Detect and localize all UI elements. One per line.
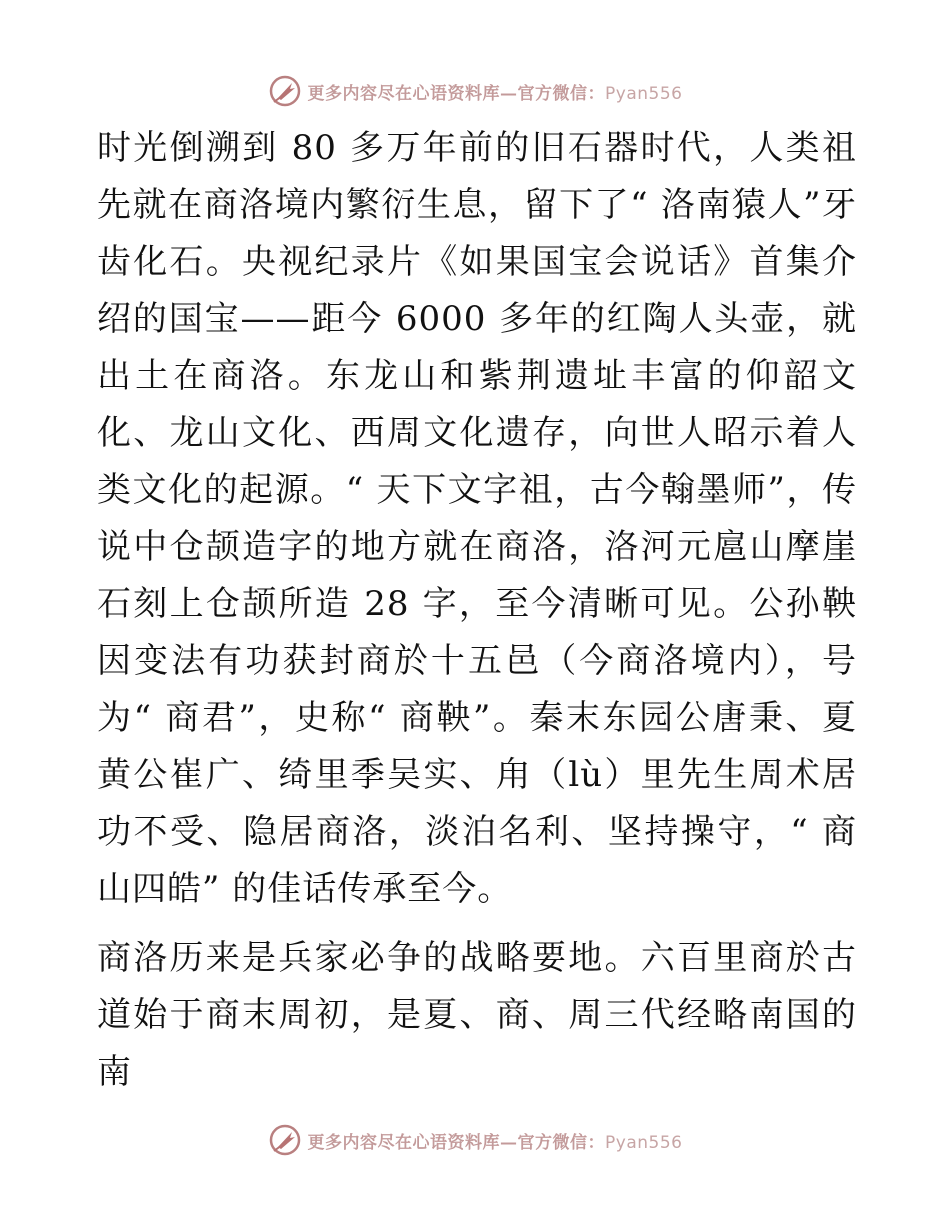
- watermark-text: 更多内容尽在心语资料库—官方微信：Pyan556: [307, 83, 683, 104]
- quill-logo-icon: [268, 1123, 302, 1157]
- header-watermark: [0, 74, 950, 108]
- watermark-text: 更多内容尽在心语资料库—官方微信：Pyan556: [307, 1132, 683, 1153]
- paragraph: 商洛历来是兵家必争的战略要地。六百里商於古道始于商末周初，是夏、商、周三代经略南国的南: [97, 938, 857, 1092]
- footer-watermark: [0, 1123, 950, 1157]
- paragraph: 时光倒溯到 80 多万年前的旧石器时代，人类祖先就在商洛境内繁衍生息，留下了“ 洛南猿人”牙齿化石。央视纪录片《如果国宝会说话》首集介绍的国宝——距今 6000 多年的红陶人头壶，就出土在商洛。东龙山和紫荆遗址丰富的仰韶文化、龙山文化、西周文化遗存，向世人昭示着人类文化的起源。“ 天下文字祖，古今翰墨师”，传说中仓颉造字的地方就在商洛，洛河元扈山摩崖石刻上仓颉所造 28 字，至今清晰可见。公孙鞅因变法有功获封商於十五邑（今商洛境内），号为“ 商君”，史称“ 商鞅”。秦末东园公唐秉、夏黄公崔广、绮里季吴实、甪（lù）里先生周术居功不受、隐居商洛，淡泊名利、坚持操守，“ 商山四皓” 的佳话传承至今。: [97, 128, 857, 909]
- article-body: [97, 120, 857, 1101]
- quill-logo-icon: [268, 74, 302, 108]
